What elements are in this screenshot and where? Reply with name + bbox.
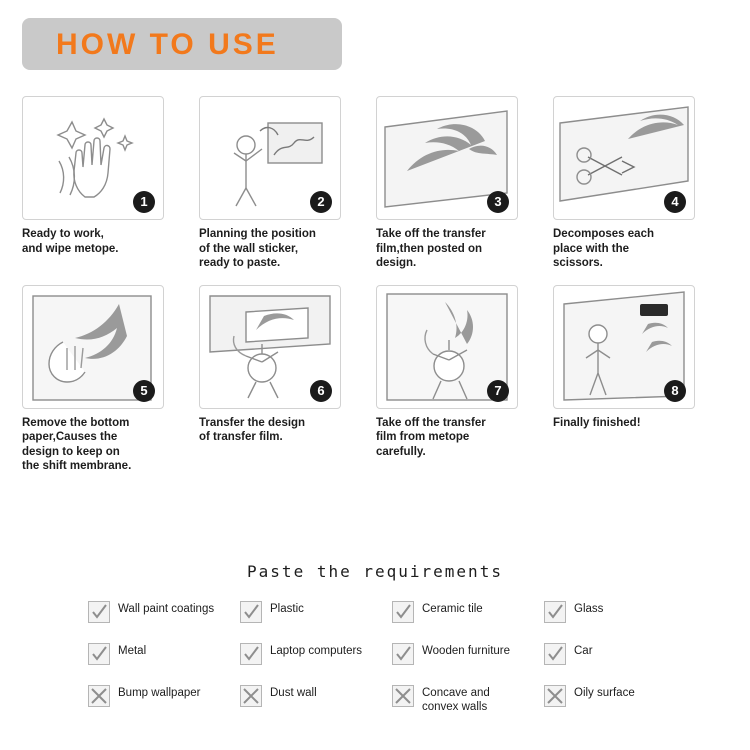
- requirements-row: [88, 600, 698, 642]
- requirement-label: Car: [574, 645, 593, 657]
- step-4-illustration: [553, 96, 695, 220]
- step-4-caption: Decomposes each place with the scissors.: [553, 228, 654, 269]
- requirement-item: [88, 684, 240, 707]
- step-3-caption: Take off the transfer film,then posted on design.: [376, 228, 486, 269]
- check-icon: [544, 601, 566, 623]
- step-1-number: 1: [133, 191, 155, 213]
- cross-icon: [88, 685, 110, 707]
- requirement-label: Ceramic tile: [422, 603, 483, 615]
- step-3-illustration: [376, 96, 518, 220]
- step-6-caption: Transfer the design of transfer film.: [199, 416, 306, 443]
- check-icon: [240, 601, 262, 623]
- step-4: [553, 96, 730, 271]
- cross-icon: [544, 685, 566, 707]
- check-icon: [544, 643, 566, 665]
- requirement-label: Dust wall: [270, 687, 317, 699]
- cross-icon: [392, 685, 414, 707]
- step-7-caption: Take off the transfer film from metope carefully.: [376, 416, 486, 458]
- requirement-item: [88, 600, 240, 623]
- steps-grid: [22, 96, 732, 474]
- step-8-number: 8: [664, 380, 686, 402]
- requirements-title: Paste the requirements: [247, 562, 503, 581]
- step-2: [199, 96, 376, 271]
- step-5-caption: Remove the bottom paper,Causes the design to keep on the shift membrane.: [22, 416, 132, 472]
- step-5-illustration: [22, 285, 164, 409]
- requirement-item: [544, 642, 696, 665]
- requirements-row: [88, 684, 698, 726]
- requirement-label: Bump wallpaper: [118, 687, 201, 699]
- page-title: HOW TO USE: [56, 28, 279, 61]
- check-icon: [88, 601, 110, 623]
- requirement-label: Plastic: [270, 603, 304, 615]
- requirement-label: Laptop computers: [270, 645, 363, 657]
- requirement-item: [240, 642, 392, 665]
- requirement-item: [544, 600, 696, 623]
- requirement-label: Glass: [574, 603, 604, 615]
- step-8-illustration: [553, 285, 695, 409]
- step-1-illustration: [22, 96, 164, 220]
- requirement-item: [392, 684, 544, 714]
- requirement-label: Oily surface: [574, 687, 635, 699]
- requirement-item: [544, 684, 696, 707]
- step-2-illustration: [199, 96, 341, 220]
- requirement-label: Concave and convex walls: [422, 687, 490, 713]
- step-7-number: 7: [487, 380, 509, 402]
- step-1: [22, 96, 199, 271]
- requirement-item: [240, 684, 392, 707]
- step-2-caption: Planning the position of the wall sticker, ready to paste.: [199, 228, 316, 269]
- requirement-item: [88, 642, 240, 665]
- cross-icon: [240, 685, 262, 707]
- step-6: [199, 271, 376, 474]
- step-3: [376, 96, 553, 271]
- check-icon: [392, 643, 414, 665]
- requirement-item: [392, 642, 544, 665]
- requirement-item: [240, 600, 392, 623]
- step-7-illustration: [376, 285, 518, 409]
- step-8: [553, 271, 730, 474]
- step-6-number: 6: [310, 380, 332, 402]
- step-8-caption: Finally finished!: [553, 416, 641, 429]
- check-icon: [240, 643, 262, 665]
- requirement-item: [392, 600, 544, 623]
- requirements-row: [88, 642, 698, 684]
- step-3-number: 3: [487, 191, 509, 213]
- step-4-number: 4: [664, 191, 686, 213]
- step-5-number: 5: [133, 380, 155, 402]
- requirement-label: Wall paint coatings: [118, 603, 215, 615]
- check-icon: [392, 601, 414, 623]
- requirements-grid: [88, 600, 698, 726]
- step-7: [376, 271, 553, 474]
- step-6-illustration: [199, 285, 341, 409]
- requirement-label: Metal: [118, 645, 147, 657]
- step-2-number: 2: [310, 191, 332, 213]
- step-1-caption: Ready to work, and wipe metope.: [22, 228, 119, 255]
- check-icon: [88, 643, 110, 665]
- step-5: [22, 271, 199, 474]
- requirement-label: Wooden furniture: [422, 645, 511, 657]
